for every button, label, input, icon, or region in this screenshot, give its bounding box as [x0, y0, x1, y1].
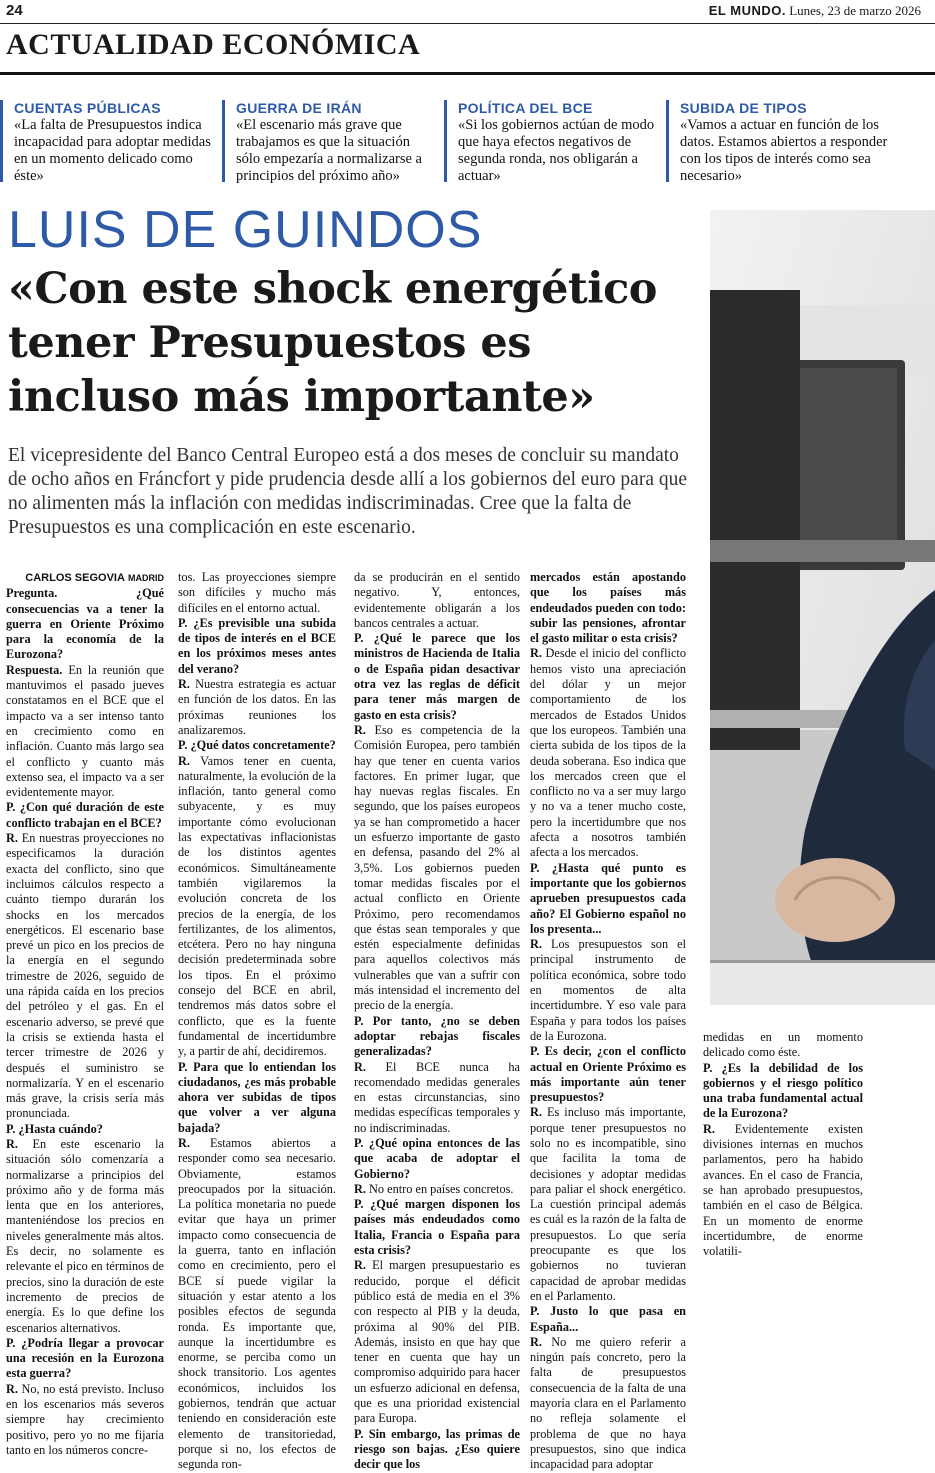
paragraph	[530, 861, 686, 937]
paragraph	[354, 570, 520, 631]
answer-text: Vamos tener en cuenta, naturalmente, la evolución de la inflación, tanto general como subyacente, y es muy importante cómo evolucionan las expectativas inflacionistas de los distintos agentes económicos. Simultáneamente también vigilaremos la evolución concreta de los precios de la energía, de los fertilizantes, de los alimentos, etcétera. Pero no hay ninguna decisión predeterminada sobre los tipos. En el próximo consejo del BCE en abril, tendremos más datos sobre el conflicto, que es la fuente fundamental de incertidumbre y, a partir de ahí, decidiremos.	[178, 753, 336, 1059]
answer-text: Nuestra estrategia es actuar en función de los datos. En las próximas reuniones los analizaremos.	[178, 677, 336, 737]
question-text: P. Es decir, ¿con el conflicto actual en Oriente Próximo es más importante aún tener presupuestos?	[530, 1044, 686, 1105]
question-text: P. ¿Hasta cuándo?	[6, 1121, 103, 1136]
paragraph	[354, 1182, 520, 1197]
paragraph	[530, 646, 686, 860]
paragraph	[178, 1060, 336, 1136]
paragraph	[530, 1044, 686, 1105]
question-text: Sin embargo, las primas de riesgo son bajas. ¿Eso quiere decir que los	[354, 1426, 520, 1472]
question-text: Pregunta. ¿Qué consecuencias va a tener la guerra en Oriente Próximo para la economía de la Eurozona?	[6, 586, 164, 662]
answer-text: En este escenario la situación sólo comenzaría a normalizarse a principios del próximo año y de forma más lenta que en los anteriores, manteniéndose los precios en niveles generalmente más altos. Es decir, no solamente es relevante el pico en términos de precios, sino la duración de este incremento de precios de energía. Es lo que define los escenarios alternativos.	[6, 1136, 164, 1335]
paragraph	[354, 1427, 520, 1473]
section-title: ACTUALIDAD ECONÓMICA	[6, 28, 421, 61]
paragraph	[6, 1336, 164, 1382]
answer-text: En la reunión que mantuvimos el pasado jueves constatamos en el BCE que el impacto va a ser intenso tanto en crecimiento como en inflación. Cuanto más largo sea el conflicto y cuanto más extenso sea, el impacto va a ser evidentemente mayor.	[6, 662, 164, 800]
teaser-quote: «Si los gobiernos actúan de modo que haya efectos negativos de segunda ronda, nos obligarán a actuar»	[458, 117, 655, 184]
answer-text: Es incluso más importante, porque tener presupuestos no solo no es incompatible, sino que facilita la toma de decisiones y adoptar medidas para paliar el shock energético. La cuestión principal además es cuál es la razón de la falta de presupuestos. Lo que sería preocupante es que los gobiernos no tuvieran capacidad de aprobar medidas en el Parlamento.	[530, 1105, 686, 1303]
question-text: P. ¿Es previsible una subida de tipos de interés en el BCE en los próximos meses antes del verano?	[178, 615, 336, 676]
paragraph	[178, 754, 336, 1060]
paragraph	[530, 1105, 686, 1304]
article-column-1	[6, 570, 164, 1458]
teaser-accent	[666, 100, 669, 182]
question-text: P. Justo lo que pasa en España...	[530, 1304, 686, 1334]
paragraph	[354, 1258, 520, 1426]
paragraph	[178, 677, 336, 738]
answer-text: El margen presupuestario es reducido, porque el déficit público está de media en el 3% con respecto al PIB y la deuda, próxima al 90% del PIB. Además, insisto en que hay que tener en cuenta que hay un compromiso adquirido para hacer un esfuerzo adicional en defensa, que es una prioridad existencial para Europa.	[354, 1258, 520, 1426]
paragraph	[178, 1136, 336, 1473]
answer-label: R.	[354, 1181, 366, 1196]
paragraph	[354, 1060, 520, 1136]
answer-label: R.	[530, 1334, 542, 1349]
teaser-item	[458, 100, 658, 185]
paragraph	[354, 1136, 520, 1182]
issue-date: Lunes, 23 de marzo 2026	[789, 3, 921, 18]
answer-text: Estamos abiertos a responder como sea necesario. Obviamente, estamos preocupados por la situación. La política monetaria no puede evitar que haya un primer impacto como consecuencia de la guerra, tanto en inflación como en crecimiento, pero el BCE sí puede vigilar la situación y estar atento a los posibles efectos de segunda ronda. Es importante que, aunque la incertidumbre es enorme, se perciba como un shock transitorio. Los agentes económicos, incluidos los gobiernos, tendrán que actuar teniendo en consideración este elemento de transitoriedad, porque si no, los efectos de segunda ron-	[178, 1135, 336, 1472]
paragraph	[703, 1030, 863, 1061]
paragraph	[6, 586, 164, 662]
article-column-5	[703, 1030, 863, 1259]
answer-label: R.	[6, 1381, 18, 1396]
teaser-title: CUENTAS PÚBLICAS	[14, 100, 161, 116]
question-text: P. ¿Es la debilidad de los gobiernos y el riesgo político una traba fundamental actual de la Eurozona?	[703, 1060, 863, 1121]
page-number: 24	[6, 2, 23, 19]
paragraph	[6, 1137, 164, 1336]
answer-label: R.	[354, 722, 366, 737]
question-text: P. ¿Hasta qué punto es importante que los gobiernos aprueben presupuestos cada año? El Gobierno español no los presenta...	[530, 860, 686, 936]
answer-text: El BCE nunca ha recomendado medidas generales en estas circunstancias, sino medidas específicas temporales y no indiscriminadas.	[354, 1059, 520, 1135]
publication-name: EL MUNDO.	[708, 3, 786, 18]
answer-label: R.	[703, 1121, 715, 1136]
article-column-2	[178, 570, 336, 1473]
answer-text: tos. Las proyecciones siempre son difíciles y mucho más difíciles en el entorno actual.	[178, 570, 336, 615]
paragraph	[178, 738, 336, 753]
teaser-accent	[222, 100, 225, 182]
article-column-4	[530, 570, 686, 1473]
paragraph	[530, 1304, 686, 1335]
teaser-title: GUERRA DE IRÁN	[236, 100, 362, 116]
question-text: P. ¿Qué le parece que los ministros de Hacienda de Italia o de España pidan desactivar otra vez las reglas de déficit para tener más margen de gasto en esta crisis?	[354, 631, 520, 722]
answer-label: Respuesta.	[6, 662, 63, 677]
answer-text: Evidentemente existen divisiones internas en muchos parlamentos, pero ha habido avances. En el caso de Francia, se han aprobado presupuestos, también en el caso de Bélgica. En un momento de enorme incertidumbre, de enorme volatili-	[703, 1121, 863, 1259]
answer-label: R.	[178, 677, 190, 692]
answer-label: R.	[354, 1258, 366, 1273]
paragraph	[703, 1122, 863, 1260]
answer-label: R.	[530, 646, 542, 661]
paragraph	[354, 1014, 520, 1060]
paragraph	[530, 937, 686, 1044]
question-label: P.	[354, 1426, 364, 1441]
answer-text: En nuestras proyecciones no especificamos la duración exacta del conflicto, sino que incluimos cálculos respecto a cuánto tiempo durarán los shocks en los mercados energéticos. El escenario base prevé un pico en los precios de la energía en el segundo trimestre de 2026, seguido de una rápida caída en los precios del petróleo y el gas. En el escenario adverso, se prevé que la crisis se extienda hasta el tercer trimestre de 2026 y después el suministro se normalizaría. Y en el escenario más grave, la crisis sería más pronunciada.	[6, 831, 164, 1121]
answer-text: No me quiero referir a ningún país concreto, pero la falta de presupuestos consecuencia de la falta de una mayoría clara en el Parlamento no refleja solamente el problema de que no haya presupuestos, sino que indica incapacidad para adoptar	[530, 1334, 686, 1472]
answer-text: Eso es competencia de la Comisión Europea, pero también hay que tener en cuenta varios factores. En primer lugar, que hay nuevas reglas fiscales. En segundo, que los países europeos ya se han comprometido a hacer un esfuerzo importante de gasto en defensa, pasando del 2% al 3,5%. Los gobiernos pueden tomar medidas fiscales por el actual conflicto en Oriente Próximo, pero recomendamos que éstas sean temporales y que estén especialmente definidas para aquellos colectivos más vulnerables que van a sufrir con más intensidad el incremento del precio de la energía.	[354, 722, 520, 1013]
answer-label: R.	[178, 1135, 190, 1150]
teaser-quote: «El escenario más grave que trabajamos es que la situación sólo empezaría a normalizarse a principios del próximo año»	[236, 117, 422, 184]
paragraph	[178, 616, 336, 677]
teaser-accent	[444, 100, 447, 182]
paragraph	[178, 570, 336, 616]
paragraph	[6, 663, 164, 801]
paragraph	[530, 1335, 686, 1473]
teaser-item	[236, 100, 436, 185]
question-text: P. Para que lo entiendan los ciudadanos, ¿es más probable ahora ver subidas de tipos que volver a ver alguna bajada?	[178, 1059, 336, 1135]
question-text: P. ¿Qué datos concretamente?	[178, 738, 336, 753]
teaser-accent	[0, 100, 3, 182]
paragraph	[6, 1382, 164, 1458]
byline	[6, 570, 164, 586]
teaser-strip	[14, 100, 924, 185]
question-text: mercados están apostando que los países más endeudados pueden con todo: subir las pensiones, afrontar el gasto militar o esta crisis?	[530, 570, 686, 646]
answer-text: medidas en un momento delicado como éste.	[703, 1030, 863, 1060]
answer-text: No, no está previsto. Incluso en los escenarios más severos siempre hay crecimiento positivo, pero yo no me fijaría tanto en los números concre-	[6, 1381, 164, 1457]
answer-text: Los presupuestos son el principal instrumento de política económica, sobre todo en momentos de alta incertidumbre. Y eso vale para España y para todos los países de la Eurozona.	[530, 937, 686, 1043]
paragraph	[703, 1061, 863, 1122]
teaser-title: SUBIDA DE TIPOS	[680, 100, 807, 116]
answer-text: Desde el inicio del conflicto hemos visto una apreciación del dólar y un mejor comportamiento de los mercados de Estados Unidos que los europeos. También una cierta subida de los tipos de la deuda soberana. Eso indica que los mercados creen que el conflicto no va a ser muy largo y no va a tener mucho coste, pero la incertidumbre que nos afecta a nosotros también afecta a los mercados.	[530, 646, 686, 860]
paragraph	[6, 800, 164, 831]
teaser-title: POLÍTICA DEL BCE	[458, 100, 593, 116]
answer-label: R.	[178, 753, 190, 768]
answer-label: R.	[6, 1136, 18, 1151]
lede: El vicepresidente del Banco Central Europeo está a dos meses de concluir su mandato de ocho años en Fráncfort y pide prudencia desde allí a los gobiernos del euro para que no alimenten más la inflación con medidas indiscriminadas. Cree que la falta de Presupuestos es una complicación en este escenario.	[8, 445, 688, 538]
question-text: P. ¿Qué opina entonces de las que acaba de adoptar el Gobierno?	[354, 1135, 520, 1181]
answer-label: R.	[354, 1059, 366, 1074]
paragraph	[354, 631, 520, 723]
answer-label: R.	[6, 831, 18, 846]
paragraph	[354, 1197, 520, 1258]
interviewee-name: LUIS DE GUINDOS	[8, 201, 483, 259]
teaser-item	[680, 100, 895, 185]
answer-text: No entro en países concretos.	[365, 1181, 514, 1196]
paragraph	[6, 831, 164, 1122]
question-text: P. ¿Con qué duración de este conflicto trabajan en el BCE?	[6, 800, 164, 830]
question-label: P.	[354, 1013, 364, 1028]
teaser-quote: «La falta de Presupuestos indica incapacidad para adoptar medidas en un momento delicado como éste»	[14, 117, 211, 184]
paragraph	[530, 570, 686, 646]
paragraph	[6, 1122, 164, 1137]
article-column-3	[354, 570, 520, 1473]
teaser-item	[14, 100, 214, 185]
section-rule	[0, 72, 935, 75]
interview-photo	[710, 210, 935, 1005]
masthead	[709, 3, 921, 19]
byline-name: CARLOS SEGOVIA	[25, 572, 125, 584]
paragraph	[354, 723, 520, 1014]
byline-place: MADRID	[128, 573, 164, 583]
question-text: P. ¿Qué margen disponen los países más endeudados como Italia, Francia o España para esta crisis?	[354, 1197, 520, 1258]
question-text: Por tanto, ¿no se deben adoptar rebajas fiscales generalizadas?	[354, 1013, 520, 1059]
answer-label: R.	[530, 1105, 542, 1120]
teaser-quote: «Vamos a actuar en función de los datos. Estamos abiertos a responder con los tipos de interés como sea necesario»	[680, 117, 888, 184]
top-rule	[0, 23, 935, 24]
headline: «Con este shock energético tener Presupuestos es incluso más importante»	[8, 264, 657, 422]
question-text: P. ¿Podría llegar a provocar una recesión en la Eurozona esta guerra?	[6, 1335, 164, 1381]
photo-illustration	[710, 210, 935, 1005]
answer-text: da se producirán en el sentido negativo. Y, entonces, evidentemente obligarán a los bancos centrales a actuar.	[354, 570, 520, 630]
answer-label: R.	[530, 937, 542, 952]
